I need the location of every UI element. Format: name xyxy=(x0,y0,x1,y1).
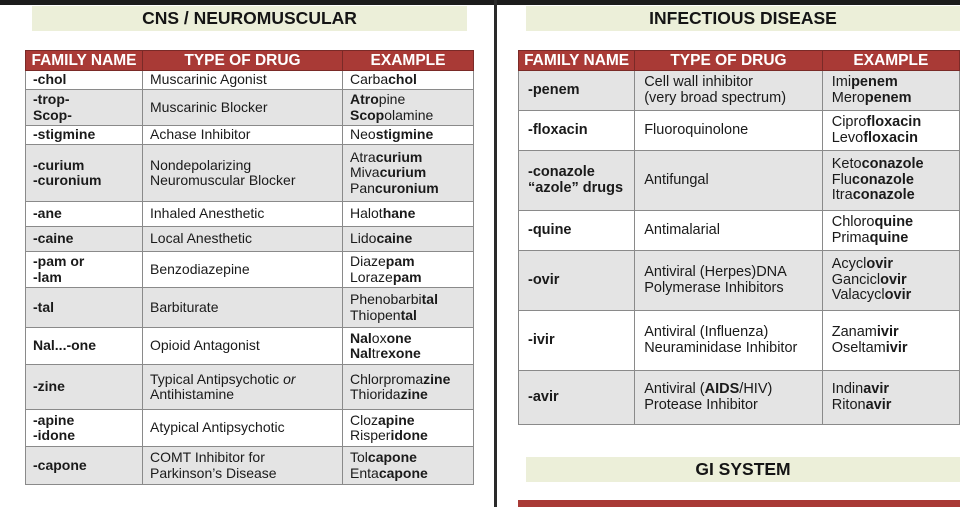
example-suffix-bold: tal xyxy=(400,306,417,323)
family-name-cell: -stigmine xyxy=(26,126,143,145)
example-stem: Phenobarbi xyxy=(350,291,422,308)
drug-type-cell: Nondepolarizing Neuromuscular Blocker xyxy=(143,145,343,202)
example-stem: Levo xyxy=(831,129,864,146)
example-suffix-bold: chol xyxy=(388,71,417,88)
drug-type-fragment: Typical Antipsychotic xyxy=(150,370,284,387)
table-row xyxy=(26,365,474,410)
example-drug xyxy=(350,292,473,307)
example-suffix-bold: stigmine xyxy=(375,126,434,143)
table-row xyxy=(26,410,474,447)
example-stem: Neo xyxy=(350,126,376,143)
cns-header-row xyxy=(26,51,474,71)
infectious-header-family: FAMILY NAME xyxy=(519,51,635,71)
example-suffix-bold: conazole xyxy=(851,171,914,188)
drug-type-fragment: Antiviral ( xyxy=(644,380,705,397)
example-drug xyxy=(350,331,473,346)
cns-table-body xyxy=(26,71,474,485)
table-row xyxy=(519,111,960,151)
example-suffix-bold: capone xyxy=(378,464,428,481)
example-drug xyxy=(832,382,959,398)
example-drug xyxy=(832,131,959,147)
example-drug xyxy=(832,231,959,247)
example-suffix-bold: zine xyxy=(400,386,428,402)
example-stem: Risper xyxy=(350,427,391,443)
example-drug xyxy=(832,173,959,189)
example-suffix-bold: ovir xyxy=(880,271,907,288)
family-name-cell: -floxacin xyxy=(519,111,635,151)
drug-type-cell: Antifungal xyxy=(635,151,823,211)
example-drug xyxy=(350,127,473,142)
table-row xyxy=(26,145,474,202)
example-stem: ox xyxy=(371,329,387,346)
example-cell xyxy=(822,251,959,311)
example-drug xyxy=(350,165,473,180)
drug-type-cell: Antiviral (Influenza) Neuraminidase Inhibitor xyxy=(635,311,823,371)
table-row xyxy=(519,71,960,111)
example-cell xyxy=(343,227,474,252)
example-cell xyxy=(343,145,474,202)
example-cell xyxy=(822,371,959,425)
example-suffix-bold: curonium xyxy=(374,179,439,196)
example-stem: Flu xyxy=(831,171,852,188)
example-suffix-bold: tal xyxy=(421,291,438,308)
example-drug xyxy=(350,387,473,402)
drug-type-cell: Muscarinic Blocker xyxy=(143,90,343,126)
family-name-cell: -capone xyxy=(26,447,143,485)
example-suffix-bold: conazole xyxy=(852,187,915,204)
example-stem: Gancicl xyxy=(831,271,881,288)
example-stem: pine xyxy=(378,91,406,108)
family-name-cell: -ovir xyxy=(519,251,635,311)
infectious-section-title: INFECTIOUS DISEASE xyxy=(526,6,960,31)
example-suffix-bold: floxacin xyxy=(866,113,922,130)
family-name-cell: -ane xyxy=(26,202,143,227)
drug-type-cell: Atypical Antipsychotic xyxy=(143,410,343,447)
example-stem: Valacycl xyxy=(831,287,885,304)
family-name-cell: -chol xyxy=(26,71,143,90)
example-suffix-bold: one xyxy=(386,329,412,346)
drug-type-fragment: Antihistamine xyxy=(150,386,235,402)
example-cell xyxy=(822,71,959,111)
table-row xyxy=(26,90,474,126)
example-drug xyxy=(350,372,473,387)
example-suffix-bold: Atro xyxy=(350,91,379,108)
drug-type-cell xyxy=(635,371,823,425)
family-name-cell: -caine xyxy=(26,227,143,252)
example-stem: Atra xyxy=(350,149,376,166)
example-cell xyxy=(343,202,474,227)
example-stem: Tol xyxy=(350,449,368,466)
example-stem: Halot xyxy=(350,205,383,222)
family-name-cell: Nal...-one xyxy=(26,328,143,365)
example-stem: olamine xyxy=(384,106,434,123)
example-drug xyxy=(832,91,959,107)
table-row xyxy=(26,202,474,227)
drug-type-cell: Antiviral (Herpes)DNA Polymerase Inhibitors xyxy=(635,251,823,311)
example-cell xyxy=(343,447,474,485)
table-row xyxy=(519,211,960,251)
example-suffix-bold: ovir xyxy=(884,287,912,304)
example-drug xyxy=(832,157,959,173)
table-row xyxy=(26,447,474,485)
cns-header-family: FAMILY NAME xyxy=(26,51,143,71)
example-drug xyxy=(832,398,959,414)
example-suffix-bold: curium xyxy=(379,164,427,181)
example-drug xyxy=(350,181,473,196)
drug-type-cell: Fluoroquinolone xyxy=(635,111,823,151)
example-suffix-bold: pam xyxy=(385,253,415,270)
drug-type-fragment: or xyxy=(283,370,296,387)
example-cell xyxy=(343,71,474,90)
example-drug xyxy=(832,273,959,289)
cns-section-title: CNS / NEUROMUSCULAR xyxy=(32,6,467,31)
example-cell xyxy=(343,365,474,410)
example-drug xyxy=(350,466,473,481)
table-row xyxy=(519,151,960,211)
example-suffix-bold: penem xyxy=(864,89,912,106)
example-suffix-bold: Scop xyxy=(350,106,385,123)
drug-type-fragment: /HIV) Protease Inhibitor xyxy=(644,380,773,413)
example-stem: Chloro xyxy=(831,213,875,230)
cns-header-type: TYPE OF DRUG xyxy=(143,51,343,71)
table-row xyxy=(519,311,960,371)
family-name-cell: -quine xyxy=(519,211,635,251)
example-drug xyxy=(350,270,473,285)
infectious-header-row xyxy=(519,51,960,71)
example-stem: Cipro xyxy=(831,113,867,130)
table-row xyxy=(26,288,474,328)
example-stem: Thiorida xyxy=(350,386,401,402)
example-stem: Lido xyxy=(350,230,377,247)
example-drug xyxy=(350,72,473,87)
example-suffix-bold: hane xyxy=(382,205,416,222)
example-suffix-bold: quine xyxy=(874,213,914,230)
example-stem: Loraze xyxy=(350,268,393,285)
example-drug xyxy=(350,346,473,361)
example-suffix-bold: quine xyxy=(869,229,909,246)
family-name-cell: -pam or -lam xyxy=(26,252,143,288)
family-name-cell: -avir xyxy=(519,371,635,425)
example-cell xyxy=(343,410,474,447)
infectious-table-body xyxy=(519,71,960,425)
example-suffix-bold: Nal xyxy=(350,329,372,346)
example-suffix-bold: avir xyxy=(863,380,889,397)
example-stem: Diaze xyxy=(350,253,386,270)
table-row xyxy=(519,251,960,311)
family-name-cell: -trop- Scop- xyxy=(26,90,143,126)
example-stem: Itra xyxy=(831,187,853,204)
drug-type-cell: Opioid Antagonist xyxy=(143,328,343,365)
cns-header-example: EXAMPLE xyxy=(343,51,474,71)
example-drug xyxy=(350,428,473,443)
example-cell xyxy=(343,90,474,126)
family-name-cell: -curium -curonium xyxy=(26,145,143,202)
example-cell xyxy=(822,211,959,251)
example-suffix-bold: curium xyxy=(375,149,423,166)
example-suffix-bold: ivir xyxy=(876,323,899,340)
family-name-cell: -ivir xyxy=(519,311,635,371)
example-drug xyxy=(350,308,473,323)
example-cell xyxy=(822,311,959,371)
example-drug xyxy=(350,108,473,123)
drug-type-cell: Cell wall inhibitor (very broad spectrum) xyxy=(635,71,823,111)
example-drug xyxy=(832,188,959,204)
example-suffix-bold: Nal xyxy=(350,345,372,361)
table-row xyxy=(26,227,474,252)
example-cell xyxy=(343,252,474,288)
gi-section-title: GI SYSTEM xyxy=(526,457,960,482)
example-suffix-bold: apine xyxy=(378,411,415,428)
family-name-cell: -tal xyxy=(26,288,143,328)
table-row xyxy=(26,252,474,288)
drug-type-cell xyxy=(143,365,343,410)
example-suffix-bold: pam xyxy=(392,268,422,285)
example-drug xyxy=(350,254,473,269)
example-drug xyxy=(350,450,473,465)
example-stem: Thiopen xyxy=(350,306,401,323)
drug-type-cell: Benzodiazepine xyxy=(143,252,343,288)
example-stem: Riton xyxy=(831,396,866,413)
example-stem: Chlorproma xyxy=(350,370,424,387)
table-row xyxy=(26,71,474,90)
example-stem: Enta xyxy=(350,464,379,481)
example-stem: Cloz xyxy=(350,411,379,428)
table-row xyxy=(26,328,474,365)
example-suffix-bold: caine xyxy=(376,230,413,247)
example-suffix-bold: idone xyxy=(390,427,428,443)
example-stem: Miva xyxy=(350,164,380,181)
example-stem: Pan xyxy=(350,179,375,196)
example-suffix-bold: ivir xyxy=(885,339,908,356)
example-suffix-bold: zine xyxy=(423,370,451,387)
example-drug xyxy=(832,75,959,91)
example-stem: tr xyxy=(371,345,381,361)
example-drug xyxy=(832,288,959,304)
infectious-header-type: TYPE OF DRUG xyxy=(635,51,823,71)
example-stem: Acycl xyxy=(831,256,867,273)
drug-type-cell: Barbiturate xyxy=(143,288,343,328)
example-stem: Keto xyxy=(831,156,862,173)
example-drug xyxy=(350,231,473,246)
gi-table-header-strip xyxy=(518,500,960,507)
example-stem: Carba xyxy=(350,71,389,88)
drug-type-cell: Achase Inhibitor xyxy=(143,126,343,145)
drug-type-cell: Muscarinic Agonist xyxy=(143,71,343,90)
infectious-table xyxy=(518,50,960,425)
family-name-cell: -zine xyxy=(26,365,143,410)
example-cell xyxy=(343,288,474,328)
top-border xyxy=(0,0,960,5)
example-cell xyxy=(822,111,959,151)
example-cell xyxy=(343,328,474,365)
table-row xyxy=(519,371,960,425)
example-drug xyxy=(832,257,959,273)
family-name-cell: -penem xyxy=(519,71,635,111)
example-stem: Prima xyxy=(831,229,870,246)
family-name-cell: -apine -idone xyxy=(26,410,143,447)
example-suffix-bold: penem xyxy=(851,73,898,90)
example-stem: Indin xyxy=(831,380,864,397)
example-suffix-bold: avir xyxy=(865,396,892,413)
example-suffix-bold: floxacin xyxy=(863,129,918,146)
example-drug xyxy=(832,325,959,341)
example-cell xyxy=(343,126,474,145)
example-drug xyxy=(350,413,473,428)
drug-type-cell: Local Anesthetic xyxy=(143,227,343,252)
drug-type-cell: Inhaled Anesthetic xyxy=(143,202,343,227)
example-suffix-bold: capone xyxy=(367,449,417,466)
table-row xyxy=(26,126,474,145)
example-cell xyxy=(822,151,959,211)
example-stem: Mero xyxy=(831,89,865,106)
example-stem: Oseltam xyxy=(831,339,886,356)
drug-type-cell: Antimalarial xyxy=(635,211,823,251)
family-name-cell: -conazole “azole” drugs xyxy=(519,151,635,211)
example-drug xyxy=(832,115,959,131)
example-drug xyxy=(350,92,473,107)
example-suffix-bold: exone xyxy=(380,345,421,361)
example-drug xyxy=(832,341,959,357)
example-suffix-bold: conazole xyxy=(861,156,924,173)
cns-table xyxy=(25,50,474,485)
example-drug xyxy=(350,206,473,221)
example-stem: Imi xyxy=(831,73,852,90)
example-drug xyxy=(832,215,959,231)
example-suffix-bold: ovir xyxy=(866,256,893,273)
infectious-header-example: EXAMPLE xyxy=(822,51,959,71)
drug-type-cell: COMT Inhibitor for Parkinson’s Disease xyxy=(143,447,343,485)
example-stem: Zanam xyxy=(831,323,877,340)
drug-type-fragment: AIDS xyxy=(704,380,740,397)
example-drug xyxy=(350,150,473,165)
column-divider xyxy=(494,0,497,507)
